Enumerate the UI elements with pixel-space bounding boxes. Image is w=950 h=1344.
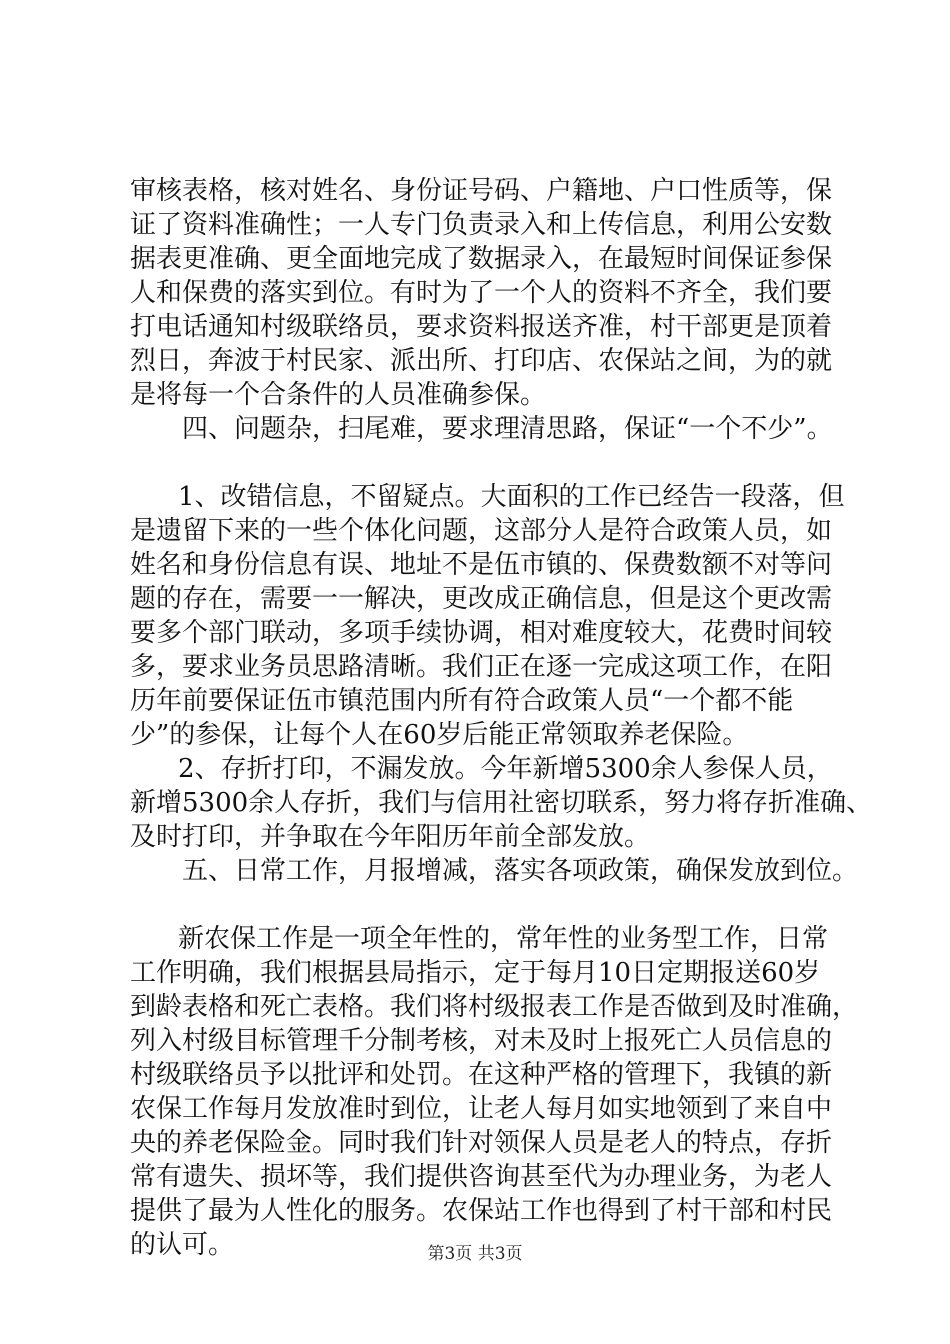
text-line: 是遗留下来的一些个体化问题，这部分人是符合政策人员，如 bbox=[130, 516, 833, 546]
text-line: 多，要求业务员思路清晰。我们正在逐一完成这项工作，在阳 bbox=[130, 652, 833, 682]
text-line: 烈日，奔波于村民家、派出所、打印店、农保站之间，为的就 bbox=[130, 346, 833, 376]
section-heading: 四、问题杂，扫尾难，要求理清思路，保证“一个不少”。 bbox=[182, 414, 833, 444]
text-line: 要多个部门联动，多项手续协调，相对难度较大，花费时间较 bbox=[130, 618, 833, 648]
text-line: 的认可。 bbox=[130, 1230, 235, 1260]
text-line: 及时打印，并争取在今年阳历年前全部发放。 bbox=[130, 822, 651, 852]
section-heading: 五、日常工作，月报增减，落实各项政策，确保发放到位。 bbox=[182, 856, 859, 886]
text-line: 到龄表格和死亡表格。我们将村级报表工作是否做到及时准确， bbox=[130, 992, 859, 1022]
text-line: 工作明确，我们根据县局指示，定于每月10日定期报送60岁 bbox=[130, 958, 821, 988]
text-line: 姓名和身份信息有误、地址不是伍市镇的、保费数额不对等问 bbox=[130, 550, 833, 580]
text-line: 历年前要保证伍市镇范围内所有符合政策人员“一个都不能 bbox=[130, 686, 794, 716]
text-line: 新农保工作是一项全年性的，常年性的业务型工作，日常 bbox=[178, 924, 829, 954]
text-line: 2、存折打印，不漏发放。今年新增5300余人参保人员， bbox=[178, 754, 833, 784]
text-line: 提供了最为人性化的服务。农保站工作也得到了村干部和村民 bbox=[130, 1196, 833, 1226]
text-line: 打电话通知村级联络员，要求资料报送齐准，村干部更是顶着 bbox=[130, 312, 833, 342]
text-line: 证了资料准确性；一人专门负责录入和上传信息，利用公安数 bbox=[130, 210, 833, 240]
text-line: 列入村级目标管理千分制考核，对未及时上报死亡人员信息的 bbox=[130, 1026, 833, 1056]
text-line: 是将每一个合条件的人员准确参保。 bbox=[130, 380, 547, 410]
page-number: 第3页 共3页 bbox=[427, 1244, 523, 1264]
text-line: 1、改错信息，不留疑点。大面积的工作已经告一段落，但 bbox=[178, 482, 845, 512]
text-line: 人和保费的落实到位。有时为了一个人的资料不齐全，我们要 bbox=[130, 278, 833, 308]
text-line: 审核表格，核对姓名、身份证号码、户籍地、户口性质等，保 bbox=[130, 176, 833, 206]
text-line: 常有遗失、损坏等，我们提供咨询甚至代为办理业务，为老人 bbox=[130, 1162, 833, 1192]
text-line: 央的养老保险金。同时我们针对领保人员是老人的特点，存折 bbox=[130, 1128, 833, 1158]
text-line: 新增5300余人存折，我们与信用社密切联系，努力将存折准确、 bbox=[130, 788, 873, 818]
text-line: 农保工作每月发放准时到位，让老人每月如实地领到了来自中 bbox=[130, 1094, 833, 1124]
text-line: 少”的参保，让每个人在60岁后能正常领取养老保险。 bbox=[130, 720, 749, 750]
text-line: 村级联络员予以批评和处罚。在这种严格的管理下，我镇的新 bbox=[130, 1060, 833, 1090]
text-line: 题的存在，需要一一解决，更改成正确信息，但是这个更改需 bbox=[130, 584, 833, 614]
text-line: 据表更准确、更全面地完成了数据录入，在最短时间保证参保 bbox=[130, 244, 833, 274]
